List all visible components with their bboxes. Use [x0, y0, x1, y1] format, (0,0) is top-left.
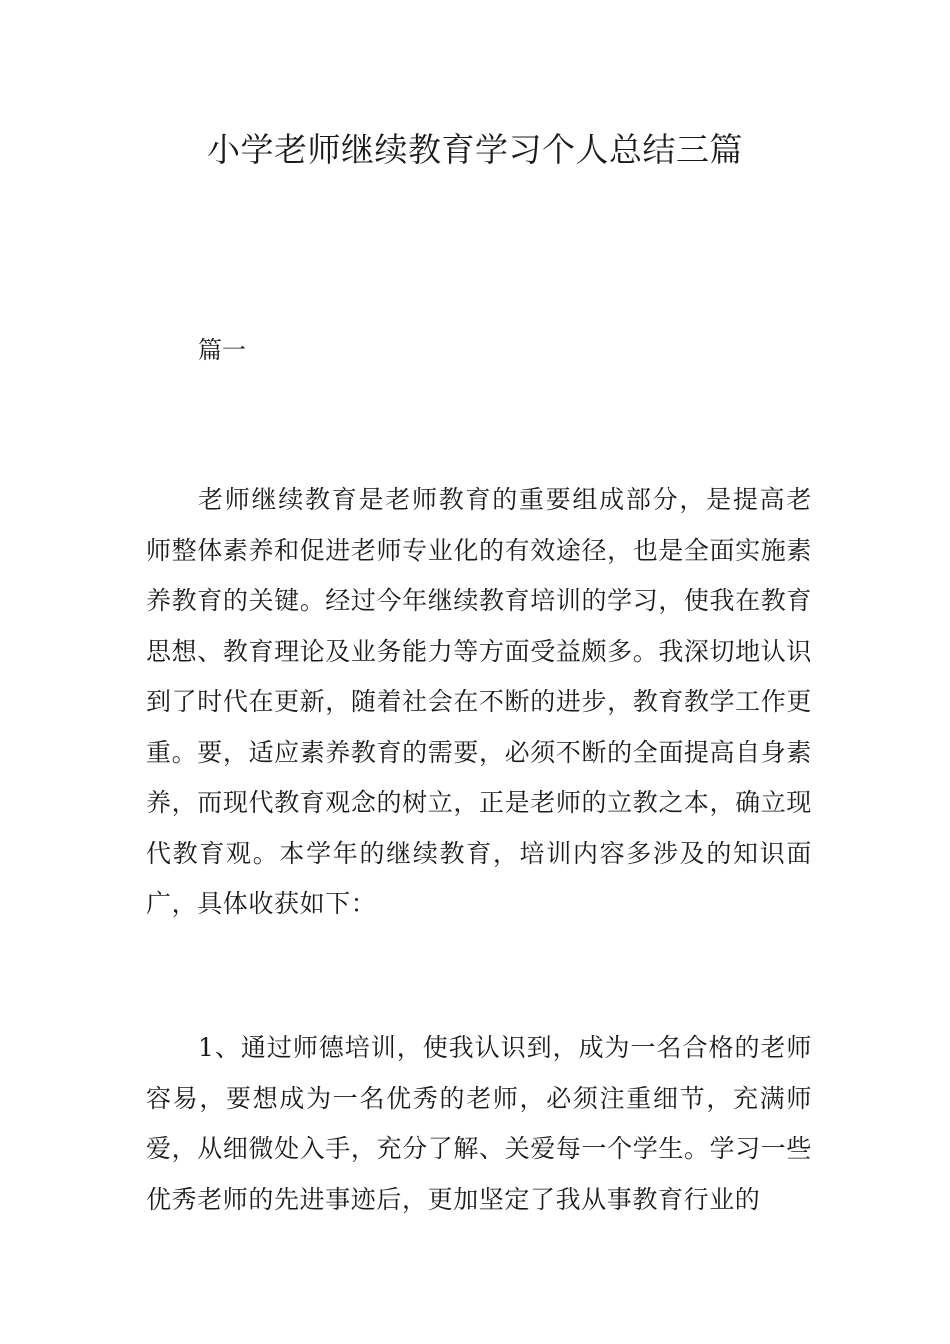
body-paragraph-1: 老师继续教育是老师教育的重要组成部分，是提高老师整体素养和促进老师专业化的有效途径，也是全面实施素养教育的关键。经过今年继续教育培训的学习，使我在教育思想、教育理论及业务能力等方面受益颇多。我深切地认识到了时代在更新，随着社会在不断的进步，教育教学工作更重。要，适应素养教育的需要，必须不断的全面提高自身素养，而现代教育观念的树立，正是老师的立教之本，确立现代教育观。本学年的继续教育，培训内容多涉及的知识面广，具体收获如下：	[146, 485, 812, 918]
body-paragraph-2: 1、通过师德培训，使我认识到，成为一名合格的老师容易，要想成为一名优秀的老师，必须注重细节，充满师爱，从细微处入手，充分了解、关爱每一个学生。学习一些优秀老师的先进事迹后，更加坚定了我从事教育行业的	[146, 1033, 812, 1214]
section-heading: 篇一	[198, 336, 246, 364]
document-title: 小学老师继续教育学习个人总结三篇	[207, 130, 743, 169]
